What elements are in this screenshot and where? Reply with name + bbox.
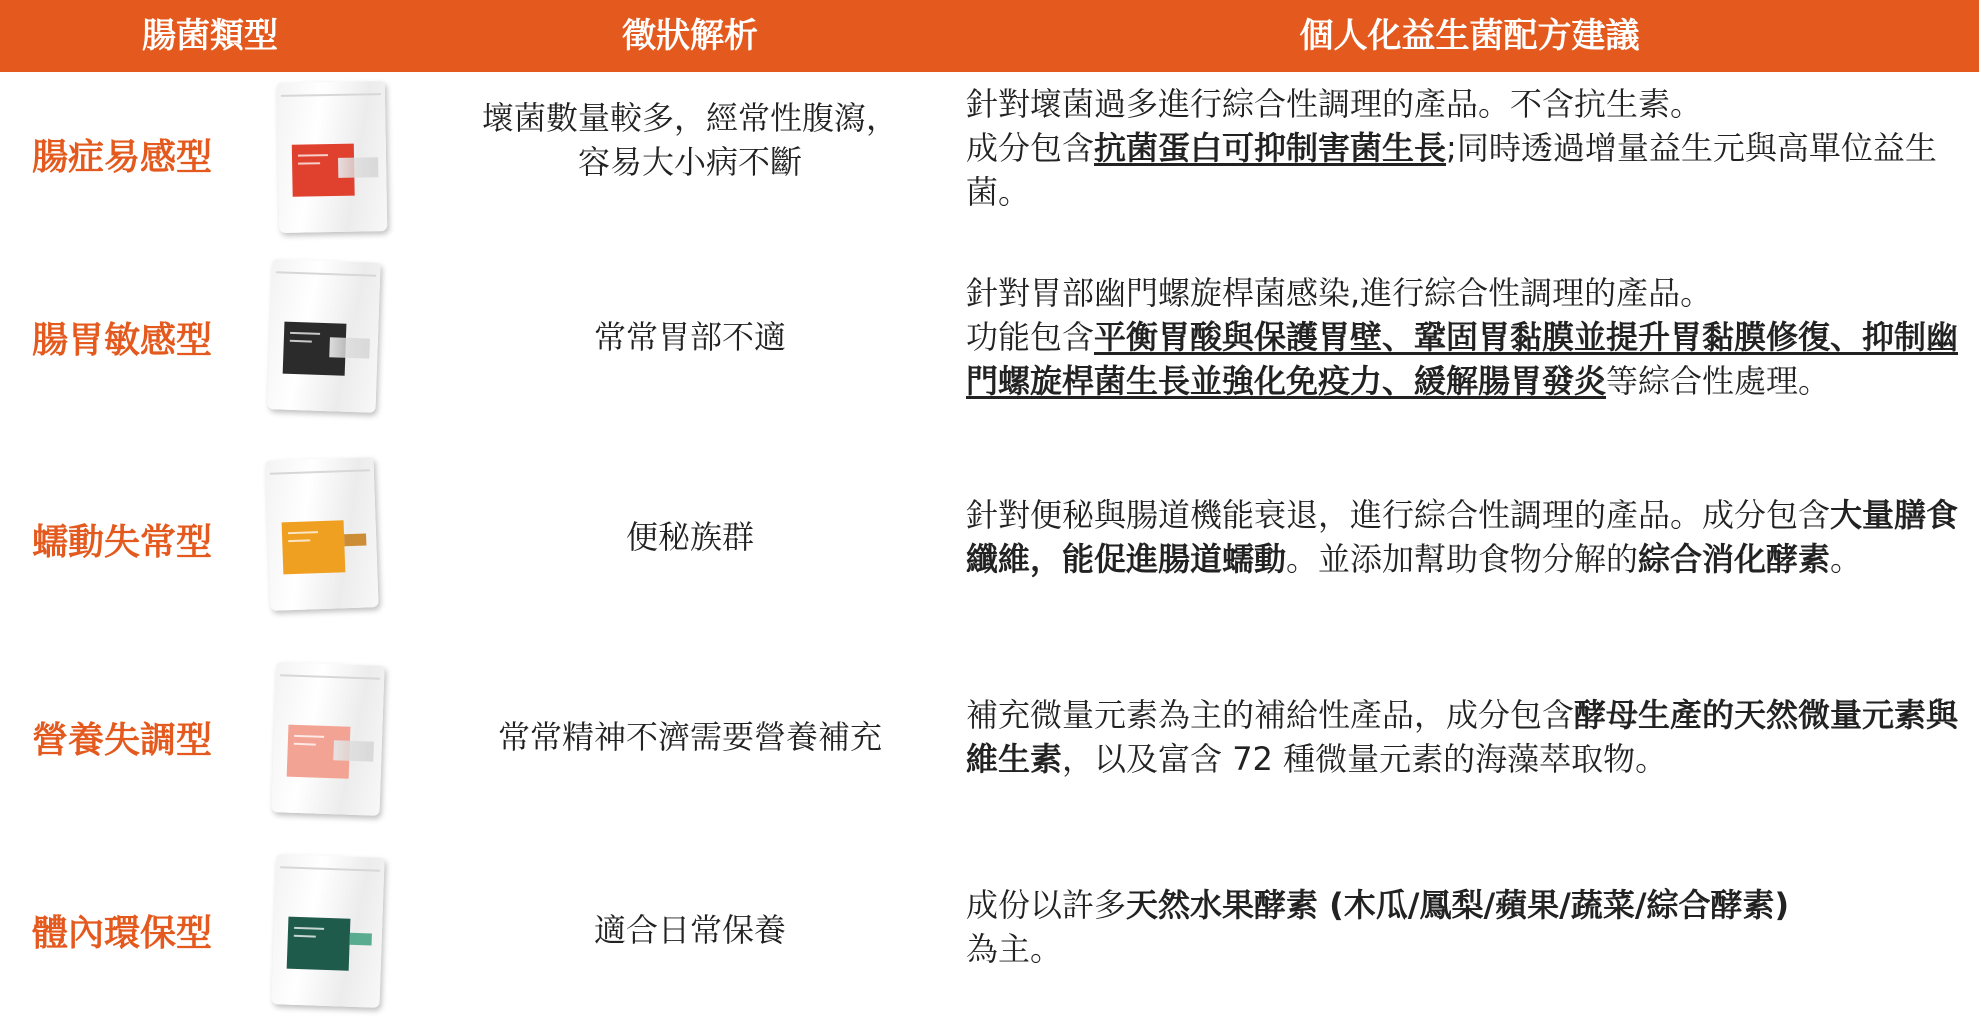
rec-highlight: 平衡胃酸與保護胃壁、鞏固胃黏膜並提升胃黏膜修復、抑制幽門螺旋桿菌生長並強化免疫力、緩解腸胃發炎 — [966, 318, 1959, 400]
rec-text: 為主。 — [966, 930, 1063, 968]
symptom-text — [420, 80, 960, 200]
product-pouch-orange-icon — [265, 457, 378, 611]
recommendation-text — [966, 437, 1966, 637]
recommendation-text — [966, 642, 1966, 832]
rec-highlight: 天然水果酵素 (木瓜/鳳梨/蘋果/蔬菜/綜合酵素) — [1126, 886, 1790, 924]
symptom-line: 常常精神不濟需要營養補充 — [497, 718, 882, 756]
rec-highlight: 綜合消化酵素 — [1638, 540, 1831, 578]
rec-text: 成分包含 — [966, 129, 1095, 167]
table-row — [0, 237, 1979, 437]
rec-line: 針對壞菌過多進行綜合性調理的產品。不含抗生素。 — [966, 85, 1703, 123]
table-row — [0, 437, 1979, 642]
product-image — [262, 72, 392, 237]
product-pouch-pink-icon — [271, 662, 384, 816]
product-image — [262, 832, 392, 1028]
rec-text: 等綜合性處理。 — [1606, 362, 1831, 400]
rec-highlight: 大量膳食纖維，能促進腸道蠕動 — [966, 496, 1959, 578]
symptom-text — [420, 642, 960, 832]
table-row — [0, 642, 1979, 832]
table-row — [0, 832, 1979, 1028]
gut-type-label: 體內環保型 — [32, 912, 213, 954]
rec-text: 針對便秘與腸道機能衰退，進行綜合性調理的產品。成分包含 — [966, 496, 1831, 534]
symptom-line: 壞菌數量較多，經常性腹瀉， — [481, 99, 898, 137]
rec-text: 。 — [1830, 540, 1863, 578]
recommendation-text — [966, 78, 1966, 218]
product-image — [262, 237, 392, 437]
rec-text: ;同時透過增量益生元與高單位益生菌。 — [966, 129, 1937, 211]
rec-text: 補充微量元素為主的補給性產品，成分包含 — [966, 696, 1575, 734]
rec-highlight: 酵母生產的天然微量元素與維生素 — [966, 696, 1959, 778]
gut-type-label: 腸胃敏感型 — [32, 319, 213, 361]
rec-text: 。並添加幫助食物分解的 — [1286, 540, 1639, 578]
table-row — [0, 72, 1979, 237]
symptom-line: 適合日常保養 — [593, 911, 786, 949]
symptom-text — [420, 237, 960, 437]
gut-type-label: 蠕動失常型 — [32, 522, 213, 563]
header-gut-type: 腸菌類型 — [142, 16, 278, 56]
gut-type-label: 腸症易感型 — [32, 137, 213, 178]
rec-text: 功能包含 — [966, 318, 1095, 356]
symptom-text — [420, 832, 960, 1028]
table-header — [0, 0, 1979, 72]
rec-text: ，以及富含 72 種微量元素的海藻萃取物。 — [1062, 740, 1668, 778]
header-recommendation: 個人化益生菌配方建議 — [1299, 16, 1640, 56]
recommendation-text — [966, 237, 1966, 437]
symptom-line: 便秘族群 — [625, 518, 754, 556]
rec-highlight: 抗菌蛋白可抑制害菌生長 — [1094, 129, 1447, 167]
rec-line: 針對胃部幽門螺旋桿菌感染,進行綜合性調理的產品。 — [966, 274, 1713, 312]
symptom-line: 常常胃部不適 — [593, 318, 786, 356]
symptom-line: 容易大小病不斷 — [577, 143, 802, 181]
product-image — [262, 437, 392, 642]
symptom-text — [420, 437, 960, 637]
rec-text: 成份以許多 — [966, 886, 1127, 924]
product-pouch-black-icon — [267, 259, 380, 413]
recommendation-text — [966, 832, 1966, 1022]
header-symptom: 徵狀解析 — [622, 16, 758, 56]
product-pouch-red-icon — [277, 81, 388, 233]
product-image — [262, 642, 392, 832]
product-pouch-green-icon — [271, 854, 384, 1008]
gut-type-label: 營養失調型 — [32, 719, 213, 761]
